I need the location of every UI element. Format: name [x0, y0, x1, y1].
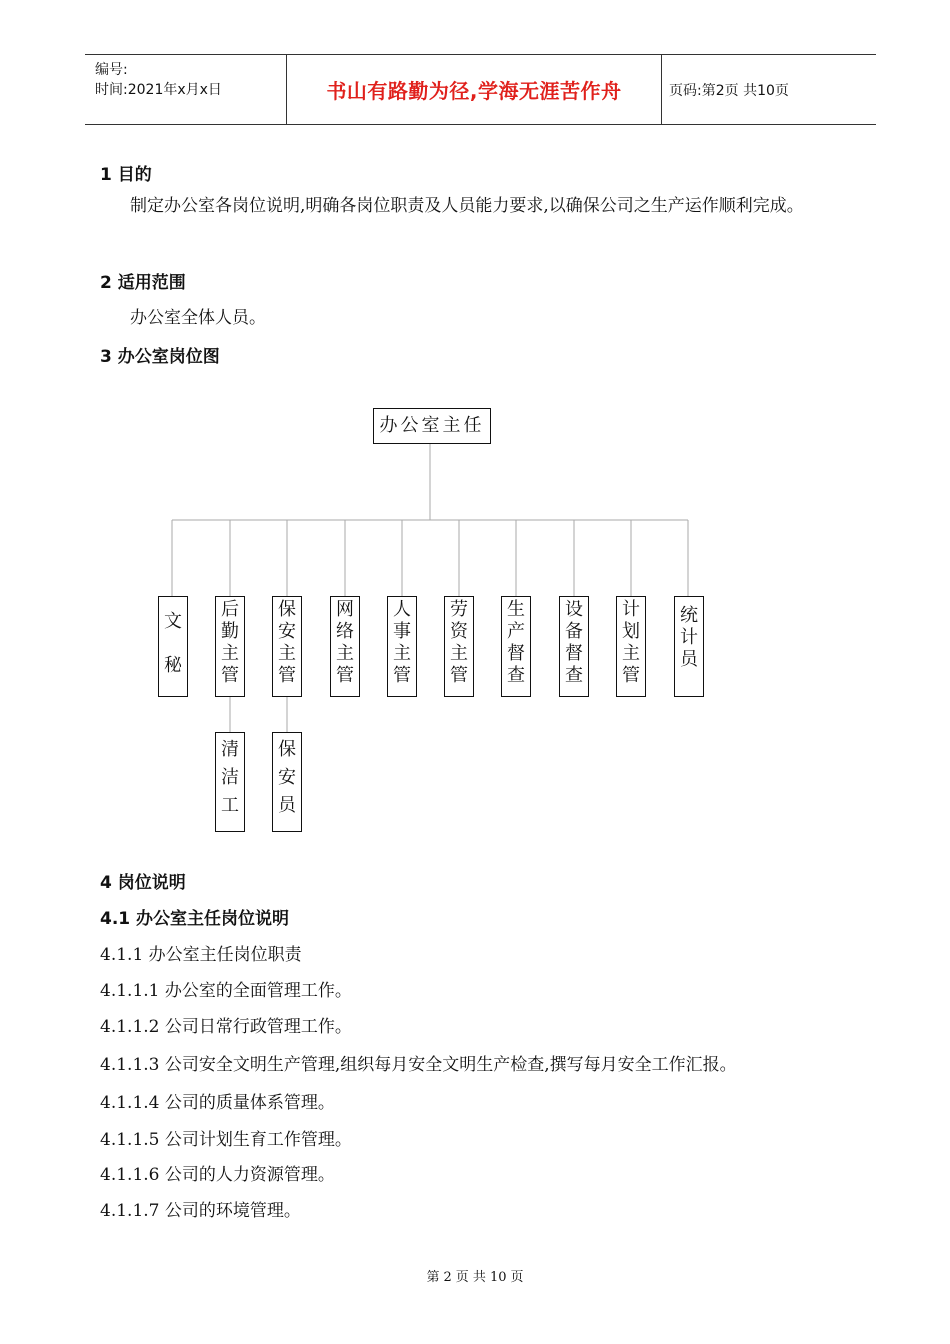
section-4-title: 4 岗位说明: [100, 873, 186, 893]
org-box-statistician: [674, 596, 704, 697]
section-3-title: 3 办公室岗位图: [100, 347, 220, 367]
document-number-label: 编号:: [95, 62, 128, 78]
org-box-production-inspection: [501, 596, 531, 697]
section-4-1-title: 4.1 办公室主任岗位说明: [100, 909, 290, 929]
header-meta: [85, 55, 286, 124]
footer-total-pages: 10: [489, 1270, 507, 1285]
org-root-director: 办公室主任: [373, 408, 491, 444]
org-char: 督: [507, 643, 525, 664]
duty-item: 4.1.1.2 公司日常行政管理工作。: [100, 1017, 352, 1037]
org-char: 产: [507, 621, 525, 642]
org-char: 查: [507, 665, 525, 686]
org-char: 管: [393, 665, 411, 686]
org-char: 文: [164, 611, 182, 632]
org-char: 保: [278, 739, 296, 760]
org-char: 管: [336, 665, 354, 686]
org-box-personnel: [387, 596, 417, 697]
header-motto-cell: [286, 55, 662, 124]
org-char: 主: [450, 643, 468, 664]
org-char: 主: [393, 643, 411, 664]
section-1-title: 1 目的: [100, 165, 152, 185]
page-header: [85, 54, 876, 125]
org-char: 管: [622, 665, 640, 686]
org-char: 络: [336, 621, 354, 642]
org-char: 管: [221, 665, 239, 686]
section-4-1-1-title: 4.1.1 办公室主任岗位职责: [100, 945, 302, 965]
document-time-label: 时间:2021年x月x日: [95, 82, 222, 98]
org-char: 员: [680, 649, 698, 670]
org-char: 事: [393, 621, 411, 642]
org-char: 主: [336, 643, 354, 664]
org-box-network: [330, 596, 360, 697]
org-char: 洁: [221, 767, 239, 788]
org-box-logistics: [215, 596, 245, 697]
org-char: 资: [450, 621, 468, 642]
duty-item: 4.1.1.6 公司的人力资源管理。: [100, 1165, 335, 1185]
org-char: 安: [278, 621, 296, 642]
section-2-title: 2 适用范围: [100, 273, 186, 293]
org-char: 统: [680, 605, 698, 626]
org-char: 生: [507, 599, 525, 620]
org-box-labor-wages: [444, 596, 474, 697]
org-char: 管: [450, 665, 468, 686]
org-char: 勤: [221, 621, 239, 642]
org-char: 查: [565, 665, 583, 686]
section-2-text: 办公室全体人员。: [130, 308, 266, 328]
duty-item: 4.1.1.4 公司的质量体系管理。: [100, 1093, 335, 1113]
org-box-equipment-inspection: [559, 596, 589, 697]
org-char: 主: [278, 643, 296, 664]
org-char: 管: [278, 665, 296, 686]
org-char: 设: [565, 599, 583, 620]
footer-prefix: 第: [426, 1270, 440, 1285]
duty-item: 4.1.1.5 公司计划生育工作管理。: [100, 1130, 352, 1150]
header-page-cell: [661, 55, 876, 124]
duty-item: 4.1.1.1 办公室的全面管理工作。: [100, 981, 352, 1001]
org-box-cleaner: [215, 732, 245, 832]
org-char: 计: [680, 627, 698, 648]
org-char: 保: [278, 599, 296, 620]
duty-item: 4.1.1.7 公司的环境管理。: [100, 1201, 301, 1221]
org-box-secretary: [158, 596, 188, 697]
org-char: 划: [622, 621, 640, 642]
org-char: 秘: [164, 655, 182, 676]
duty-item: 4.1.1.3 公司安全文明生产管理,组织每月安全文明生产检查,撰写每月安全工作汇报。: [100, 1055, 737, 1075]
header-motto: 书山有路勤为径,学海无涯苦作舟: [326, 79, 622, 103]
org-char: 主: [221, 643, 239, 664]
section-1-text: 制定办公室各岗位说明,明确各岗位职责及人员能力要求,以确保公司之生产运作顺利完成。: [130, 196, 804, 216]
org-char: 计: [622, 599, 640, 620]
org-char: 员: [278, 795, 296, 816]
org-char: 备: [565, 621, 583, 642]
page-footer: [0, 1266, 950, 1285]
header-page-info: 页码:第2页 共10页: [669, 82, 789, 99]
org-box-security-supervisor: [272, 596, 302, 697]
footer-mid: 页 共: [455, 1270, 486, 1285]
org-char: 工: [221, 795, 239, 816]
footer-suffix: 页: [510, 1270, 524, 1285]
org-char: 清: [221, 739, 239, 760]
org-char: 劳: [450, 599, 468, 620]
org-box-security-guard: [272, 732, 302, 832]
footer-page-number: 2: [443, 1270, 452, 1285]
org-char: 督: [565, 643, 583, 664]
org-char: 主: [622, 643, 640, 664]
org-char: 人: [393, 599, 411, 620]
org-char: 后: [221, 599, 239, 620]
org-char: 安: [278, 767, 296, 788]
org-box-planning: [616, 596, 646, 697]
org-char: 网: [336, 599, 354, 620]
